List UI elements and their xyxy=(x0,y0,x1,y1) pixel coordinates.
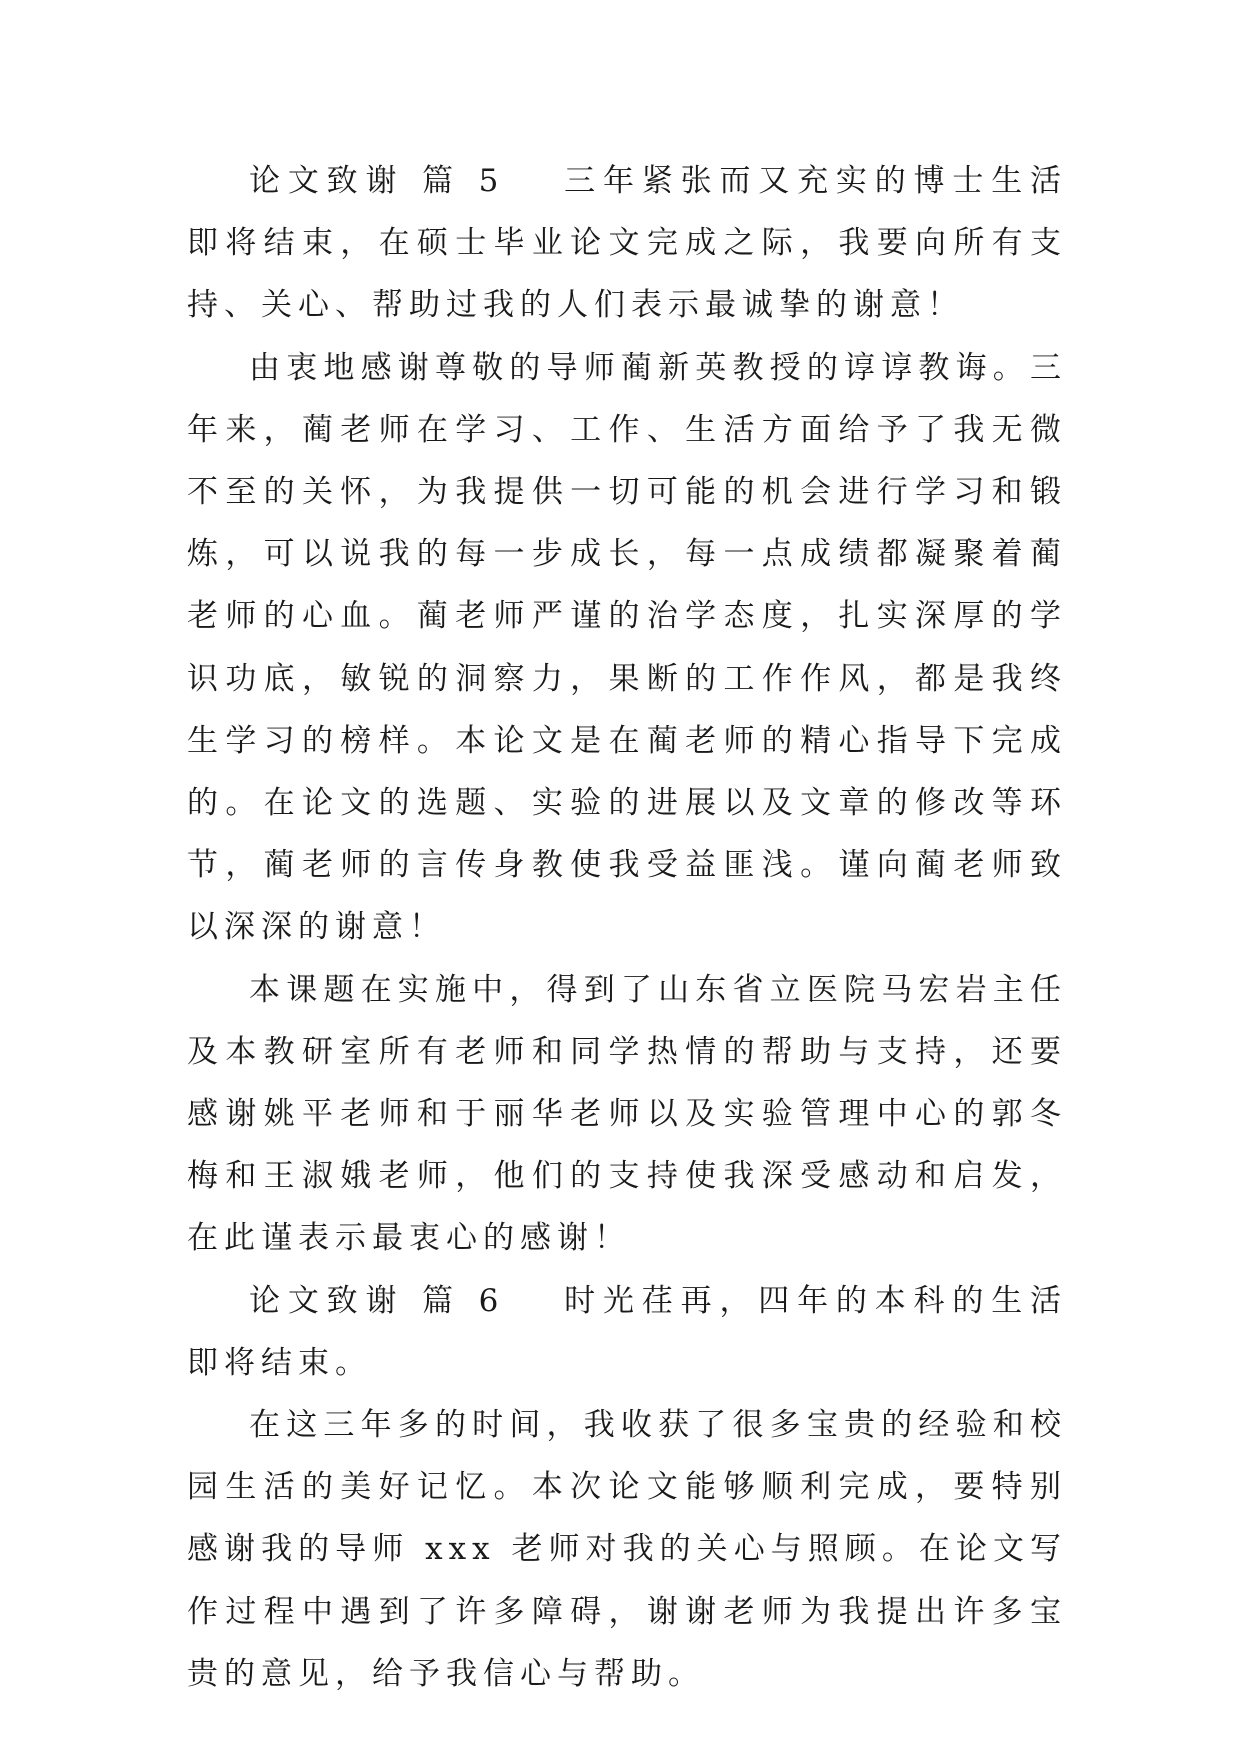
section-5-opening-paragraph xyxy=(187,150,1067,337)
section-6-intro-text: 时光荏再，四年的本科的生活即将结束。 xyxy=(187,1282,1068,1381)
section-6-heading: 论文致谢 xyxy=(249,1282,405,1319)
section-5-intro-text: 三年紧张而又充实的博士生活即将结束，在硕士毕业论文完成之际，我要向所有支持、关心、帮助过我的人们表示最诚挚的谢意！ xyxy=(187,163,1068,324)
section-5-heading-part: 篇 5 xyxy=(420,163,505,199)
section-5-paragraph-3: 本课题在实施中，得到了山东省立医院马宏岩主任及本教研室所有老师和同学热情的帮助与支持，还要感谢姚平老师和于丽华老师以及实验管理中心的郭冬梅和王淑娥老师，他们的支持使我深受感动和启发，在此谨表示最衷心的感谢！ xyxy=(187,971,1067,1257)
section-5-paragraph-2: 由衷地感谢尊敬的导师蔺新英教授的谆谆教诲。三年来，蔺老师在学习、工作、生活方面给予了我无微不至的关怀，为我提供一切可能的机会进行学习和锻炼，可以说我的每一步成长，每一点成绩都凝聚着蔺老师的心血。蔺老师严谨的治学态度，扎实深厚的学识功底，敏锐的洞察力，果断的工作作风，都是我终生学习的榜样。本论文是在蔺老师的精心指导下完成的。在论文的选题、实验的进展以及文章的修改等环节，蔺老师的言传身教使我受益匪浅。谨向蔺老师致以深深的谢意！ xyxy=(187,349,1067,946)
section-6-paragraph-2: 在这三年多的时间，我收获了很多宝贵的经验和校园生活的美好记忆。本次论文能够顺利完成，要特别感谢我的导师 xxx 老师对我的关心与照顾。在论文写作过程中遇到了许多障碍，谢谢老师为我提出许多宝贵的意见，给予我信心与帮助。 xyxy=(187,1407,1067,1692)
section-5-heading: 论文致谢 xyxy=(249,163,405,199)
section-6-heading-part: 篇 6 xyxy=(420,1282,505,1319)
document-body xyxy=(187,150,1067,1705)
section-6-opening-paragraph xyxy=(187,1270,1067,1394)
